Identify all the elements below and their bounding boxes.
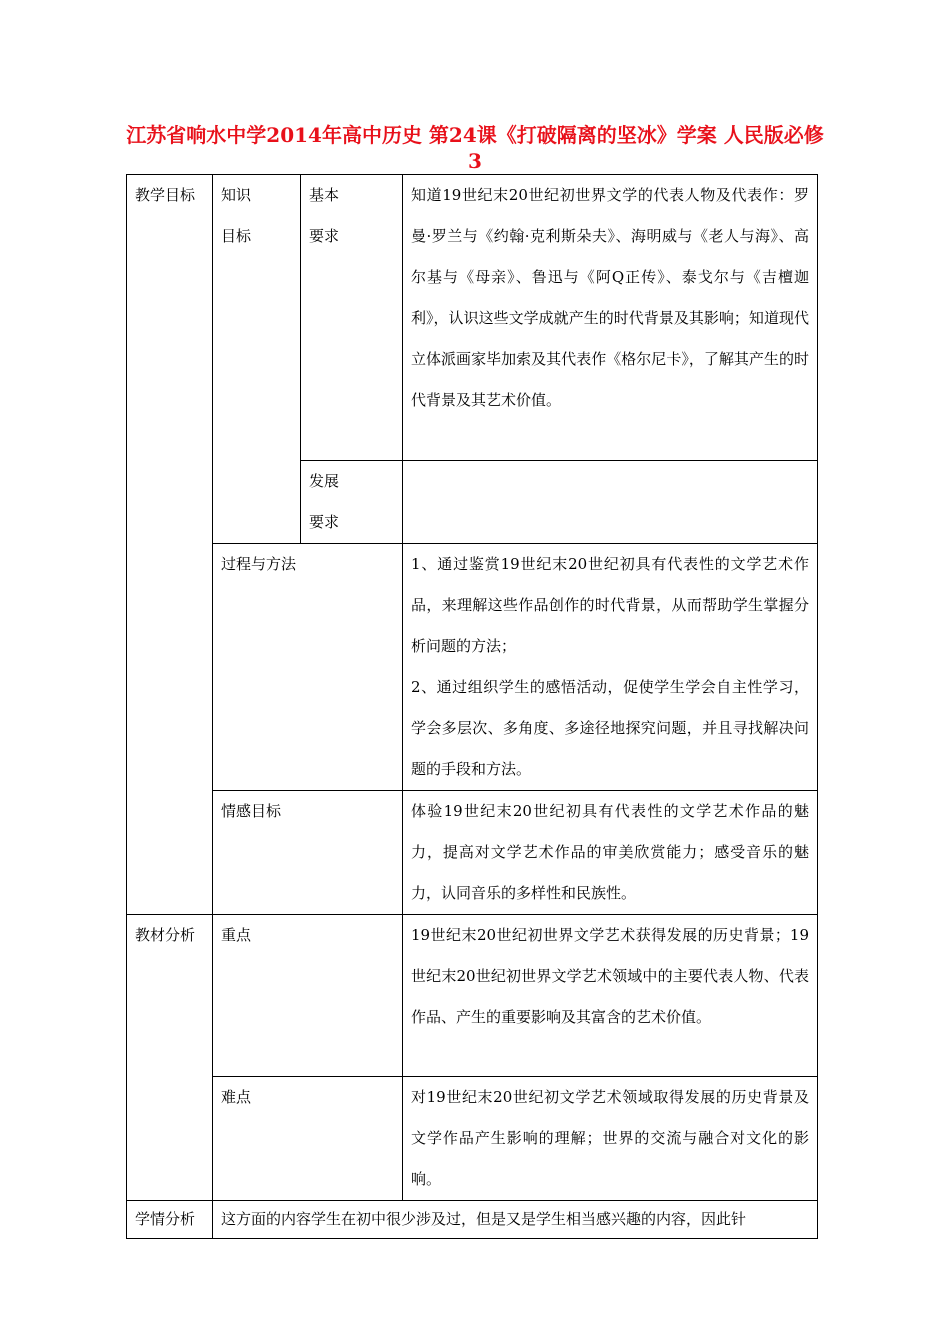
basic-requirement-label [301, 175, 403, 461]
development-requirement-text [403, 461, 818, 544]
difficulty-label: 难点 [213, 1077, 403, 1201]
process-method-text [403, 544, 818, 791]
dev-label-line2: 要求 [309, 513, 340, 531]
row-header-objectives: 教学目标 [127, 175, 213, 915]
process-item-1: 1、通过鉴赏19世纪末20世纪初具有代表性的文学艺术作品，来理解这些作品创作的时代背景，从而帮助学生掌握分析问题的方法； [411, 555, 809, 655]
document-title: 江苏省响水中学2014年高中历史 第24课《打破隔离的坚冰》学案 人民版必修3 [126, 123, 824, 173]
difficulty-text: 对19世纪末20世纪初文学艺术领域取得发展的历史背景及文学作品产生影响的理解；世界的交流与融合对文化的影响。 [403, 1077, 818, 1201]
students-analysis-text: 这方面的内容学生在初中很少涉及过，但是又是学生相当感兴趣的内容，因此针 [213, 1201, 818, 1239]
emotion-objective-text: 体验19世纪末20世纪初具有代表性的文学艺术作品的魅力，提高对文学艺术作品的审美欣赏能力；感受音乐的魅力，认同音乐的多样性和民族性。 [403, 791, 818, 915]
table-row [127, 791, 818, 915]
table-row [127, 915, 818, 1077]
basic-requirement-text: 知道19世纪末20世纪初世界文学的代表人物及代表作：罗曼·罗兰与《约翰·克利斯朵夫》、海明威与《老人与海》、高尔基与《母亲》、鲁迅与《阿Q正传》、泰戈尔与《吉檀迦利》，认识这些文学成就产生的时代背景及其影响；知道现代立体派画家毕加索及其代表作《格尔尼卡》，了解其产生的时代背景及其艺术价值。 [403, 175, 818, 461]
row-header-material: 教材分析 [127, 915, 213, 1201]
knowledge-objective-label [213, 175, 301, 544]
development-requirement-label [301, 461, 403, 544]
process-item-2: 2、通过组织学生的感悟活动，促使学生学会自主性学习，学会多层次、多角度、多途径地探究问题，并且寻找解决问题的手段和方法。 [411, 678, 809, 778]
lesson-plan-table [126, 174, 818, 1239]
basic-label-line1: 基本 [309, 186, 340, 204]
row-header-students: 学情分析 [127, 1201, 213, 1239]
table-row [127, 1201, 818, 1239]
knowledge-label-line1: 知识 [221, 186, 252, 204]
basic-label-line2: 要求 [309, 227, 340, 245]
table-row [127, 175, 818, 461]
knowledge-label-line2: 目标 [221, 227, 252, 245]
key-point-label: 重点 [213, 915, 403, 1077]
key-point-text: 19世纪末20世纪初世界文学艺术获得发展的历史背景；19世纪末20世纪初世界文学艺术领域中的主要代表人物、代表作品、产生的重要影响及其富含的艺术价值。 [403, 915, 818, 1077]
table-row [127, 544, 818, 791]
process-method-label: 过程与方法 [213, 544, 403, 791]
dev-label-line1: 发展 [309, 472, 340, 490]
emotion-objective-label: 情感目标 [213, 791, 403, 915]
table-row [127, 1077, 818, 1201]
